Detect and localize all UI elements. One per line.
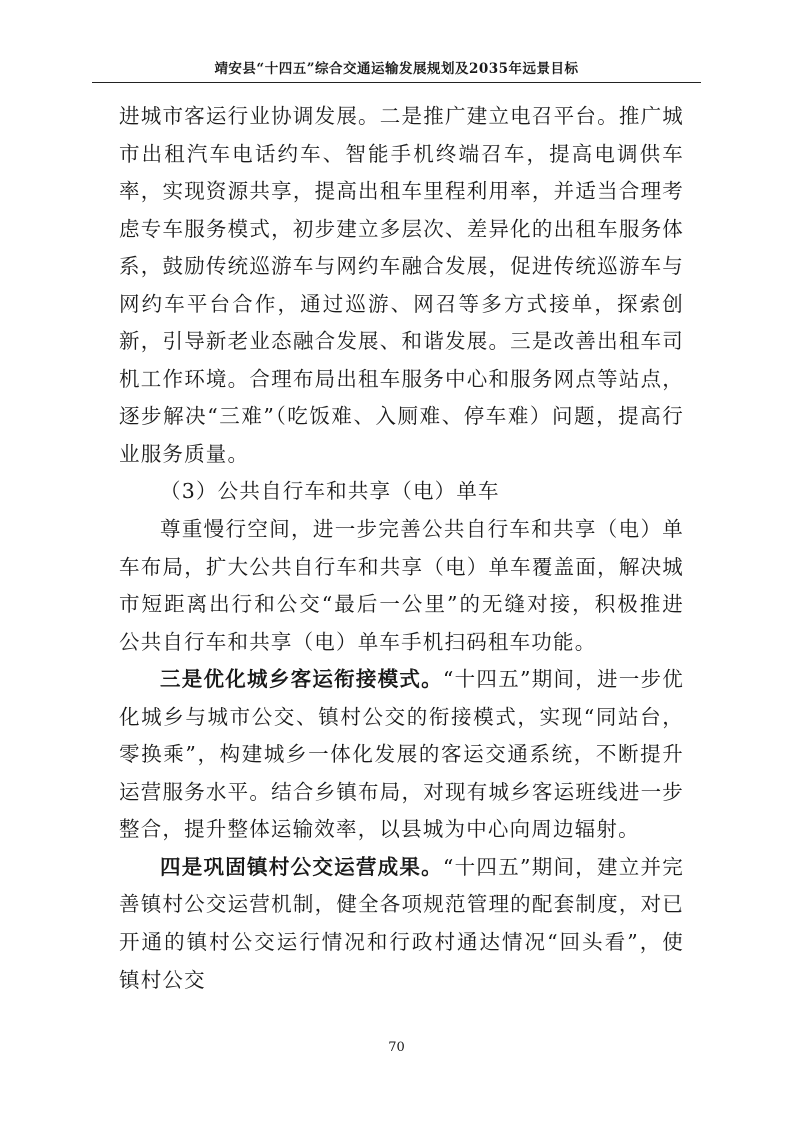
header-rule bbox=[92, 82, 701, 83]
document-body bbox=[119, 98, 684, 999]
paragraph-urban-rural-transit bbox=[119, 661, 684, 849]
lead-village-bus: 四是巩固镇村公交运营成果。 bbox=[160, 854, 443, 879]
text-village-bus: “十四五”期间，建立并完善镇村公交运营机制，健全各项规范管理的配套制度，对已开通的镇村公交运行情况和行政村通达情况“回头看”，使镇村公交 bbox=[119, 854, 684, 992]
page-number: 70 bbox=[388, 1040, 405, 1055]
text-urban-rural-transit: “十四五”期间，进一步优化城乡与城市公交、镇村公交的衔接模式，实现“同站台，零换乘”，构建城乡一体化发展的客运交通系统，不断提升运营服务水平。结合乡镇布局，对现有城乡客运班线进一步整合，提升整体运输效率，以县城为中心向周边辐射。 bbox=[119, 667, 684, 842]
paragraph-bicycle-layout: 尊重慢行空间，进一步完善公共自行车和共享（电）单车布局，扩大公共自行车和共享（电）单车覆盖面，解决城市短距离出行和公交“最后一公里”的无缝对接，积极推进公共自行车和共享（电）单车手机扫码租车功能。 bbox=[119, 517, 684, 654]
running-header: 靖安县“十四五”综合交通运输发展规划及2035年远景目标 bbox=[214, 61, 579, 77]
paragraph-taxi-services: 进城市客运行业协调发展。二是推广建立电召平台。推广城市出租汽车电话约车、智能手机终端召车，提高电调供车率，实现资源共享，提高出租车里程利用率，并适当合理考虑专车服务模式，初步建立多层次、差异化的出租车服务体系，鼓励传统巡游车与网约车融合发展，促进传统巡游车与网约车平台合作，通过巡游、网召等多方式接单，探索创新，引导新老业态融合发展、和谐发展。三是改善出租车司机工作环境。合理布局出租车服务中心和服务网点等站点，逐步解决“三难”（吃饭难、入厕难、停车难）问题，提高行业服务质量。 bbox=[119, 104, 684, 466]
lead-urban-rural-transit: 三是优化城乡客运衔接模式。 bbox=[160, 667, 443, 692]
paragraph-village-bus bbox=[119, 849, 684, 999]
subheading-public-bicycles: （3）公共自行车和共享（电）单车 bbox=[160, 479, 500, 504]
